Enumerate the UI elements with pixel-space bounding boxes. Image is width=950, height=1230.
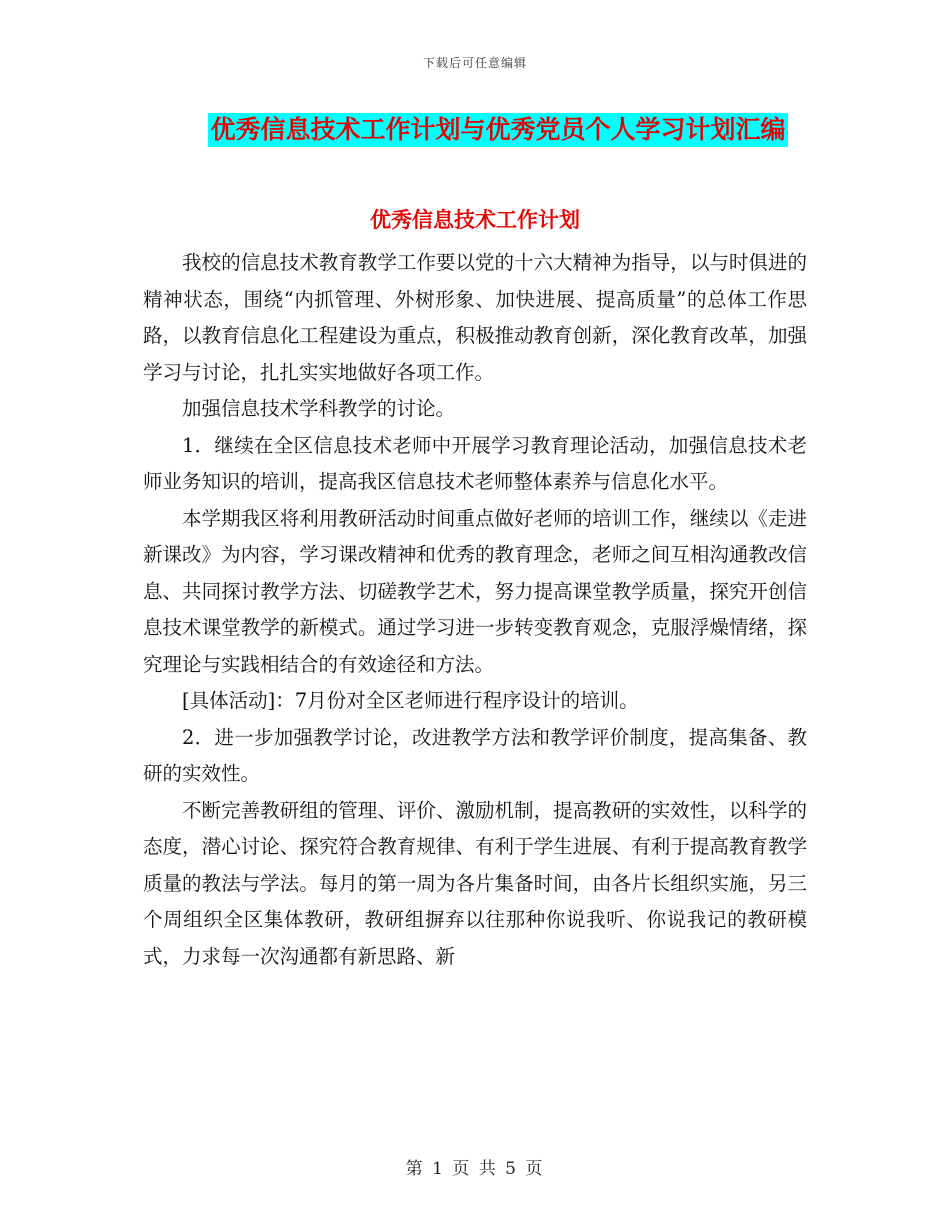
body-text [143,245,807,975]
paragraph: 加强信息技术学科教学的讨论。 [182,397,456,420]
paragraph: 我校的信息技术教育教学工作要以党的十六大精神为指导，以与时俱进的精神状态，围绕“内抓管理、外树形象、加快进展、提高质量”的总体工作思路，以教育信息化工程建设为重点，积极推动教育创新，深化教育改革，加强学习与讨论，扎扎实实地做好各项工作。 [143,251,807,384]
paragraph: [具体活动]：7月份对全区老师进行程序设计的培训。 [182,689,639,712]
document-title-container [0,113,950,147]
section-title: 优秀信息技术工作计划 [370,208,580,232]
paragraph: 1．继续在全区信息技术老师中开展学习教育理论活动，加强信息技术老师业务知识的培训，提高我区信息技术老师整体素养与信息化水平。 [143,433,807,493]
paragraph: 本学期我区将利用教研活动时间重点做好老师的培训工作，继续以《走进新课改》为内容，学习课改精神和优秀的教育理念，老师之间互相沟通教改信息、共同探讨教学方法、切磋教学艺术，努力提高课堂教学质量，探究开创信息技术课堂教学的新模式。通过学习进一步转变教育观念，克服浮燥情绪，探究理论与实践相结合的有效途径和方法。 [143,506,807,676]
paragraph: 不断完善教研组的管理、评价、激励机制，提高教研的实效性，以科学的态度，潜心讨论、探究符合教育规律、有利于学生进展、有利于提高教育教学质量的教法与学法。每月的第一周为各片集备时间，由各片长组织实施，另三个周组织全区集体教研，教研组摒弃以往那种你说我听、你说我记的教研模式，力求每一次沟通都有新思路、新 [143,798,807,968]
paragraph: 2．进一步加强教学讨论，改进教学方法和教学评价制度，提高集备、教研的实效性。 [143,725,807,785]
page-footer: 第 1 页 共 5 页 [405,1159,545,1179]
header-note: 下载后可任意编辑 [422,56,527,70]
document-title: 优秀信息技术工作计划与优秀党员个人学习计划汇编 [208,113,787,147]
